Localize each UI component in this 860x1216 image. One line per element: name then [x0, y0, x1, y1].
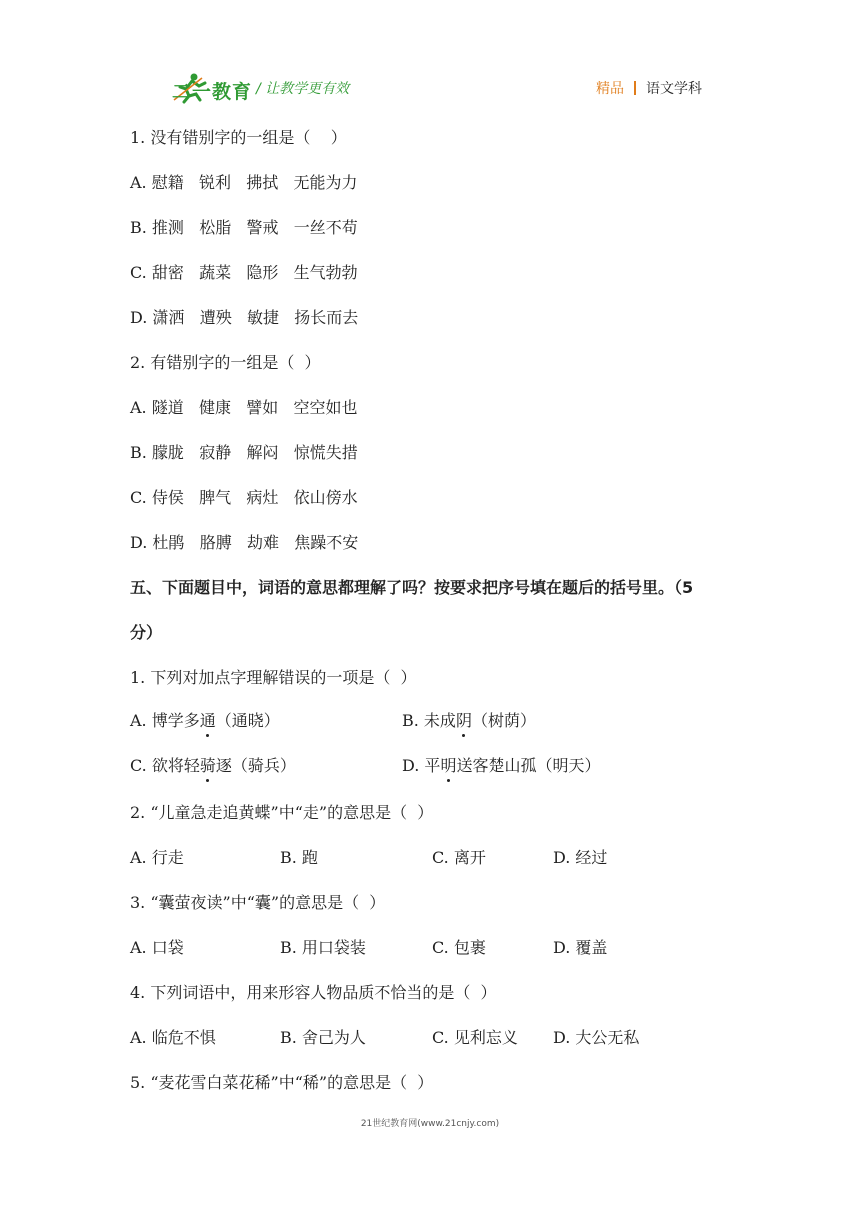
- page-footer: 21世纪教育网(www.21cnjy.com): [360, 1119, 500, 1129]
- option-b: B. 跑: [280, 848, 318, 867]
- option-b: [402, 711, 536, 731]
- option-a: A. 口袋: [130, 938, 184, 957]
- divider: [634, 81, 636, 95]
- logo-text: 二一教育: [172, 81, 253, 103]
- option-b: B. 舍己为人: [280, 1028, 366, 1047]
- option-text: B. 未成: [402, 711, 456, 730]
- option-b: B. 推测 松脂 警戒 一丝不苟: [130, 218, 358, 237]
- option-d: D. 大公无私: [553, 1028, 640, 1047]
- option-b: B. 用口袋装: [280, 938, 366, 957]
- option-b: B. 朦胧 寂静 解闷 惊慌失措: [130, 443, 358, 462]
- subject-name: 语文学科: [646, 81, 702, 97]
- question-title: 3. “囊萤夜读”中“囊”的意思是（ ）: [130, 893, 386, 912]
- option-text: 送客楚山孤（明天）: [456, 756, 601, 775]
- option-c: [130, 756, 296, 776]
- option-d: D. 杜鹃 胳膊 劫难 焦躁不安: [130, 533, 359, 552]
- question-title: 5. “麦花雪白菜花稀”中“稀”的意思是（ ）: [130, 1073, 434, 1092]
- option-c: C. 包裹: [432, 938, 486, 957]
- premium-label: 精品: [596, 81, 624, 97]
- slogan: / 让教学更有效: [256, 81, 350, 97]
- dotted-char: 骑: [199, 756, 216, 775]
- section-heading: 五、下面题目中，词语的意思都理解了吗？按要求把序号填在题后的括号里。（5: [130, 578, 694, 597]
- dotted-char: 明: [440, 756, 457, 775]
- dotted-char: 阴: [455, 711, 472, 730]
- option-text: （通晓）: [215, 711, 280, 730]
- option-text: （树荫）: [471, 711, 536, 730]
- option-text: D. 平: [402, 756, 441, 775]
- option-a: [130, 711, 280, 731]
- page-header: [0, 0, 860, 110]
- option-c: C. 侍侯 脾气 病灶 依山傍水: [130, 488, 358, 507]
- option-d: D. 潇洒 遭殃 敏捷 扬长而去: [130, 308, 359, 327]
- option-text: 逐（骑兵）: [215, 756, 296, 775]
- option-text: A. 博学多: [130, 711, 200, 730]
- option-d: [402, 756, 600, 776]
- section-heading-cont: 分）: [130, 623, 163, 642]
- question-title: 1. 没有错别字的一组是（ ）: [130, 128, 347, 147]
- option-c: C. 见利忘义: [432, 1028, 518, 1047]
- option-d: D. 经过: [553, 848, 608, 867]
- question-title: 2. 有错别字的一组是（ ）: [130, 353, 321, 372]
- option-c: C. 甜密 蔬菜 隐形 生气勃勃: [130, 263, 358, 282]
- option-c: C. 离开: [432, 848, 486, 867]
- option-d: D. 覆盖: [553, 938, 608, 957]
- option-a: A. 隧道 健康 譬如 空空如也: [130, 398, 358, 417]
- question-title: 4. 下列词语中，用来形容人物品质不恰当的是（ ）: [130, 983, 497, 1002]
- option-a: A. 慰籍 锐利 拂拭 无能为力: [130, 173, 358, 192]
- question-title: 2. “儿童急走追黄蝶”中“走”的意思是（ ）: [130, 803, 434, 822]
- question-title: 1. 下列对加点字理解错误的一项是（ ）: [130, 668, 417, 687]
- option-a: A. 临危不惧: [130, 1028, 216, 1047]
- dotted-char: 通: [199, 711, 216, 730]
- option-text: C. 欲将轻: [130, 756, 200, 775]
- option-a: A. 行走: [130, 848, 184, 867]
- subject-label: [596, 78, 702, 98]
